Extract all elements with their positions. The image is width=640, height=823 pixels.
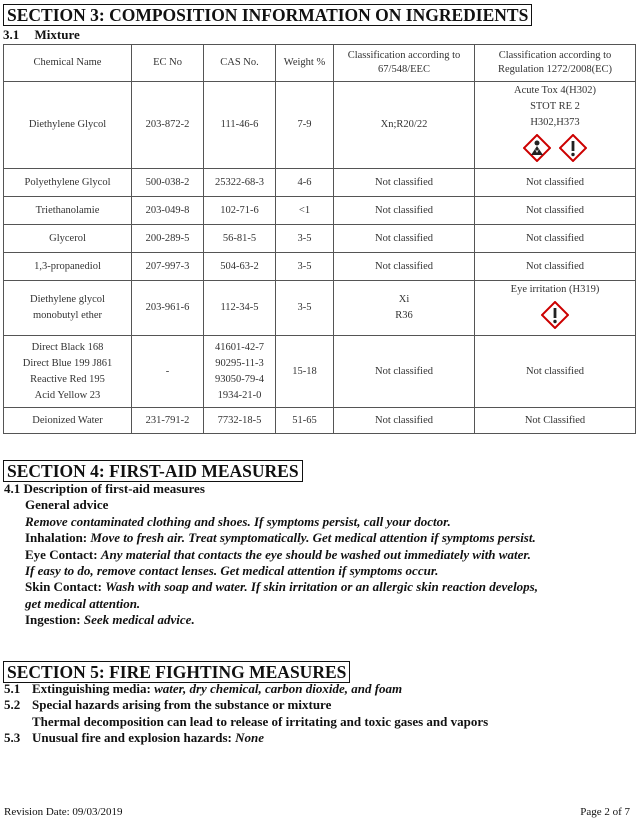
table-row — [4, 336, 636, 408]
table-row — [4, 408, 636, 434]
cell-weight: 3-5 — [276, 225, 334, 253]
cell-cas-no — [204, 408, 276, 434]
table-row — [4, 82, 636, 169]
cell-cas-no — [204, 197, 276, 225]
regulation-classification: Not classified — [525, 204, 585, 216]
page-number: Page 2 of 7 — [580, 806, 630, 818]
cell-classification-regulation — [475, 336, 636, 408]
cell-weight: 51-65 — [276, 408, 334, 434]
eec-classification: Not classified — [374, 204, 434, 216]
first-aid-block — [4, 481, 636, 629]
cell-classification-eec — [334, 281, 475, 336]
cas-number: 25322-68-3 — [215, 176, 264, 188]
cas-number: 504-63-2 — [220, 260, 259, 272]
item-5-2-detail — [4, 714, 636, 730]
cell-cas-no — [204, 82, 276, 169]
regulation-classification: Not classified — [525, 232, 585, 244]
exclamation-mark-icon — [559, 134, 587, 162]
chemical-name: Diethylene Glycol — [28, 119, 107, 130]
chemical-name: Polyethylene Glycol — [24, 176, 111, 188]
cell-weight: 4-6 — [276, 169, 334, 197]
cell-ec-no: 207-997-3 — [132, 253, 204, 281]
item-number: 5.3 — [4, 730, 21, 746]
cas-number: 111-46-6 — [220, 119, 259, 130]
chemical-name: Direct Black 168 — [31, 341, 104, 353]
cell-chemical-name — [4, 169, 132, 197]
eec-classification: Not classified — [374, 414, 434, 426]
chemical-name: Reactive Red 195 — [30, 373, 105, 385]
table-header-row — [4, 45, 636, 82]
hazard-pictograms — [477, 298, 633, 334]
cas-number: 112-34-5 — [220, 302, 259, 313]
regulation-classification: Not Classified — [524, 414, 586, 426]
cell-ec-no: 200-289-5 — [132, 225, 204, 253]
cas-number: 56-81-5 — [222, 232, 257, 244]
chemical-name: Direct Blue 199 J861 — [22, 357, 113, 369]
cell-weight: 3-5 — [276, 253, 334, 281]
cell-classification-regulation — [475, 281, 636, 336]
skin-contact-label: Skin Contact: — [25, 579, 102, 595]
cell-weight: 15-18 — [276, 336, 334, 408]
cas-number: 1934-21-0 — [217, 389, 262, 401]
section-3-title: SECTION 3: COMPOSITION INFORMATION ON INGREDIENTS — [3, 4, 532, 26]
item-label: Unusual fire and explosion hazards: — [32, 730, 232, 746]
cas-number: 41601-42-7 — [215, 341, 264, 353]
chemical-name: Deionized Water — [32, 414, 103, 426]
eec-classification: Not classified — [374, 176, 434, 188]
cell-weight: 7-9 — [276, 82, 334, 169]
cell-classification-regulation — [475, 253, 636, 281]
chemical-name: Acid Yellow 23 — [34, 389, 101, 401]
cell-classification-regulation — [475, 169, 636, 197]
cell-classification-eec — [334, 253, 475, 281]
table-row — [4, 169, 636, 197]
ingestion-text: Seek medical advice. — [83, 612, 195, 628]
regulation-classification: Acute Tox 4(H302) — [514, 85, 596, 96]
cell-classification-regulation — [475, 197, 636, 225]
item-text: water, dry chemical, carbon dioxide, and foam — [154, 681, 403, 696]
item-text: None — [235, 730, 264, 746]
regulation-classification: Eye irritation (H319) — [510, 284, 600, 295]
cell-ec-no: 203-872-2 — [132, 82, 204, 169]
header-classification-eec: Classification according to 67/548/EEC — [334, 45, 475, 82]
regulation-classification: Not classified — [525, 260, 585, 272]
chemical-name: Triethanolamie — [35, 204, 100, 216]
table-row — [4, 197, 636, 225]
header-classification-regulation: Classification according to Regulation 1272/2008(EC) — [475, 45, 636, 82]
subsection-3-1-number: 3.1 — [3, 27, 20, 42]
chemical-name: monobutyl ether — [32, 310, 103, 321]
ingestion-line — [4, 612, 636, 628]
ingestion-label: Ingestion: — [25, 612, 81, 628]
section-5-title: SECTION 5: FIRE FIGHTING MEASURES — [3, 661, 350, 683]
item-number: 5.1 — [4, 681, 21, 696]
fire-fighting-block — [4, 681, 636, 747]
cell-cas-no — [204, 253, 276, 281]
cell-classification-eec — [334, 169, 475, 197]
exclamation-mark-icon — [541, 301, 569, 329]
eec-classification: Xi — [398, 294, 410, 305]
cell-chemical-name — [4, 281, 132, 336]
cell-cas-no — [204, 169, 276, 197]
cell-chemical-name — [4, 225, 132, 253]
cell-cas-no — [204, 281, 276, 336]
hazard-pictograms — [477, 131, 633, 167]
cell-ec-no: 231-791-2 — [132, 408, 204, 434]
health-hazard-icon — [523, 134, 551, 162]
cell-classification-eec — [334, 225, 475, 253]
eec-classification: Not classified — [374, 232, 434, 244]
regulation-classification: H302,H373 — [530, 117, 580, 128]
header-weight: Weight % — [276, 45, 334, 82]
skin-contact-text-2: get medical attention. — [25, 595, 141, 611]
regulation-classification: Not classified — [525, 365, 585, 377]
cell-classification-eec — [334, 336, 475, 408]
eye-contact-text-2: If easy to do, remove contact lenses. Get medical attention if symptoms occur. — [25, 563, 439, 579]
cell-cas-no — [204, 336, 276, 408]
item-label: Thermal decomposition can lead to release of irritating and toxic gases and vapors — [32, 713, 489, 729]
item-label: Extinguishing media: — [32, 681, 151, 696]
regulation-classification: Not classified — [525, 176, 585, 188]
cell-classification-eec — [334, 197, 475, 225]
eye-contact-text: Any material that contacts the eye should be washed out immediately with water. — [100, 546, 531, 562]
cell-chemical-name — [4, 253, 132, 281]
item-number: 5.2 — [4, 697, 21, 713]
skin-contact-line — [4, 579, 636, 595]
cell-ec-no: 203-961-6 — [132, 281, 204, 336]
cell-classification-eec — [334, 82, 475, 169]
regulation-classification: STOT RE 2 — [530, 101, 580, 112]
cell-weight: <1 — [276, 197, 334, 225]
cell-ec-no: 203-049-8 — [132, 197, 204, 225]
cell-cas-no — [204, 225, 276, 253]
cell-chemical-name — [4, 408, 132, 434]
eye-contact-line — [4, 547, 636, 563]
item-label: Special hazards arising from the substance or mixture — [32, 697, 332, 713]
header-ec-no: EC No — [132, 45, 204, 82]
cas-number: 7732-18-5 — [217, 414, 262, 426]
eec-classification: Not classified — [374, 365, 434, 377]
header-chemical-name: Chemical Name — [4, 45, 132, 82]
skin-contact-text: Wash with soap and water. If skin irritation or an allergic skin reaction develops, — [105, 579, 538, 595]
item-5-1 — [4, 681, 636, 697]
cell-chemical-name — [4, 197, 132, 225]
cell-chemical-name — [4, 336, 132, 408]
inhalation-line — [4, 530, 636, 546]
cas-number: 102-71-6 — [220, 204, 259, 216]
chemical-name: Glycerol — [49, 232, 86, 244]
cell-classification-regulation — [475, 225, 636, 253]
cell-weight: 3-5 — [276, 281, 334, 336]
cell-classification-regulation — [475, 82, 636, 169]
cell-ec-no: - — [132, 336, 204, 408]
chemical-name: 1,3-propanediol — [34, 260, 101, 272]
table-row — [4, 253, 636, 281]
eec-classification: Not classified — [374, 260, 434, 272]
cas-number: 90295-11-3 — [215, 357, 264, 369]
cell-classification-regulation — [475, 408, 636, 434]
subsection-3-1 — [3, 27, 80, 43]
chemical-name: Diethylene glycol — [30, 294, 105, 305]
revision-date: Revision Date: 09/03/2019 — [4, 806, 123, 818]
eye-contact-label: Eye Contact: — [25, 546, 98, 562]
general-advice-label: General advice — [25, 497, 109, 513]
item-5-3 — [4, 730, 636, 746]
cell-chemical-name — [4, 82, 132, 169]
cell-classification-eec — [334, 408, 475, 434]
header-cas-no: CAS No. — [204, 45, 276, 82]
section-4-title: SECTION 4: FIRST-AID MEASURES — [3, 460, 303, 482]
inhalation-text: Move to fresh air. Treat symptomatically. Get medical attention if symptoms persist. — [90, 530, 536, 546]
cell-ec-no: 500-038-2 — [132, 169, 204, 197]
subsection-4-1: 4.1 Description of first-aid measures — [4, 481, 205, 496]
table-row — [4, 281, 636, 336]
item-5-2 — [4, 697, 636, 713]
eec-classification: Xn;R20/22 — [380, 119, 428, 130]
inhalation-label: Inhalation: — [25, 530, 88, 546]
eec-classification: R36 — [395, 310, 413, 321]
cas-number: 93050-79-4 — [215, 373, 264, 385]
general-advice-text: Remove contaminated clothing and shoes. If symptoms persist, call your doctor. — [25, 513, 451, 529]
table-row — [4, 225, 636, 253]
composition-table — [3, 44, 636, 434]
subsection-3-1-title: Mixture — [34, 27, 80, 42]
